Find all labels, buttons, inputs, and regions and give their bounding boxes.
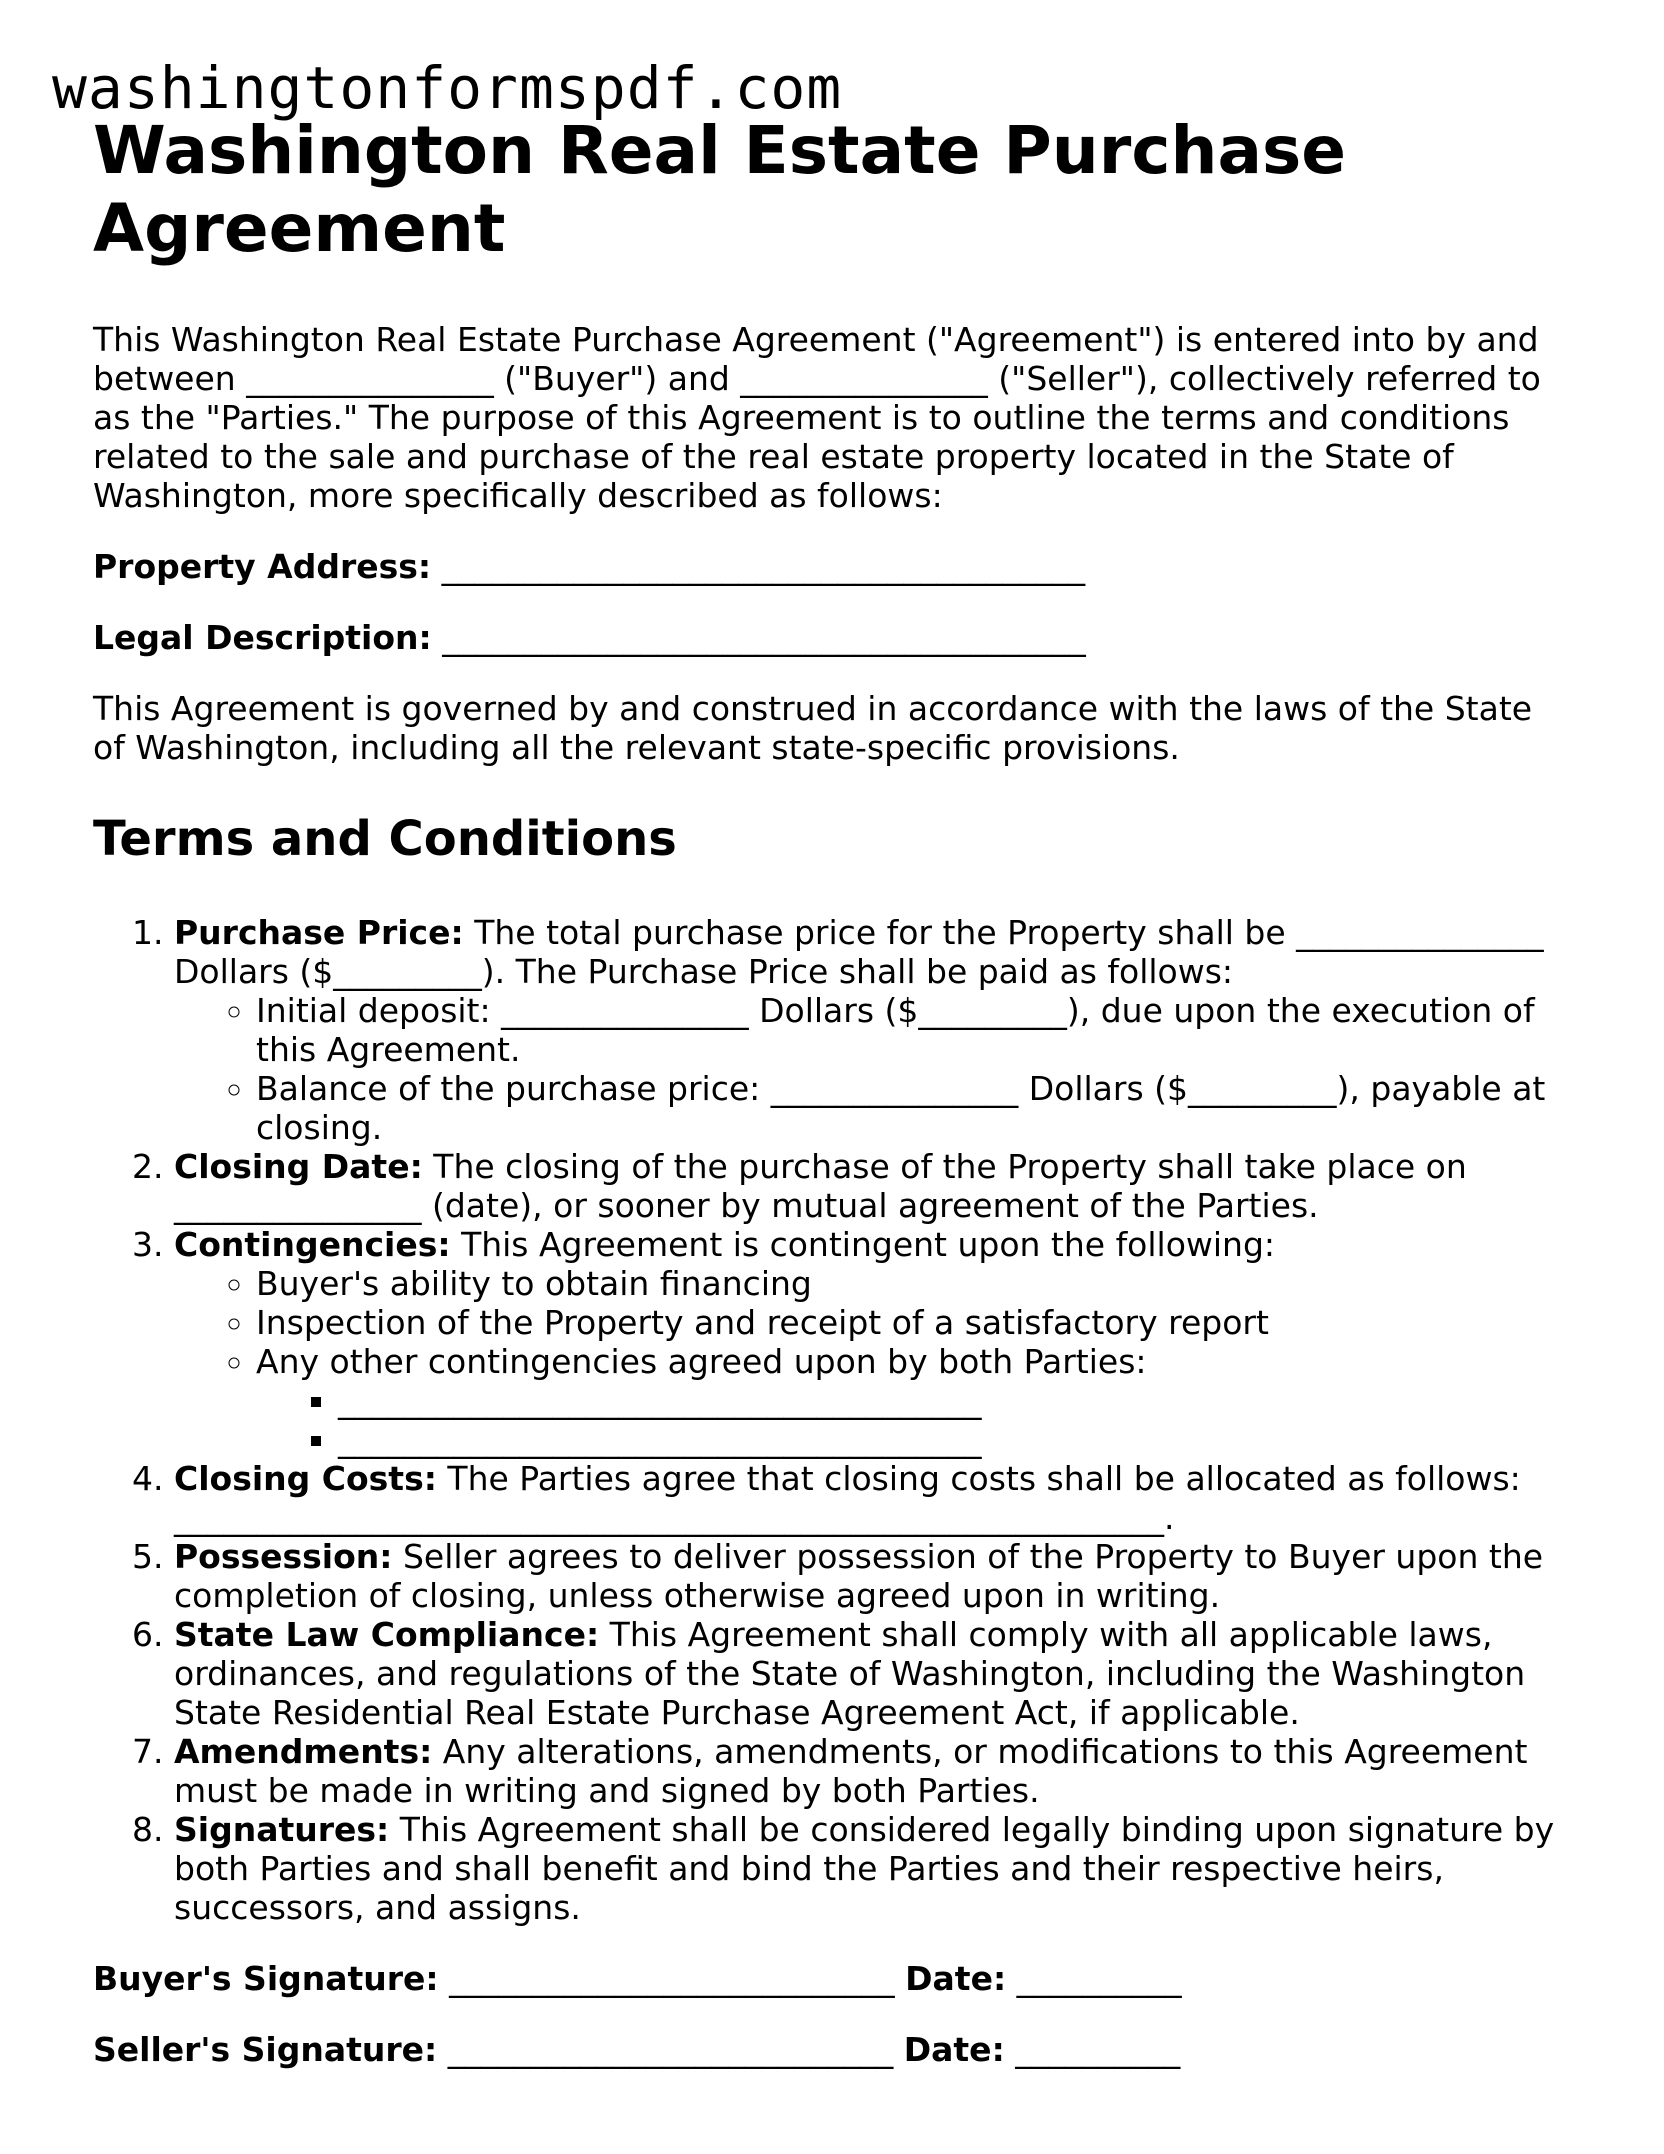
term-possession [174,1537,1573,1615]
legal-description-line [93,618,1573,657]
property-address-blank[interactable]: _______________________________________ [441,547,1086,586]
term-purchase-price [174,913,1573,1147]
seller-signature-blank[interactable]: ___________________________ [447,2030,894,2069]
term-text: This Agreement shall be considered legally binding upon signature by both Parties and shall benefit and bind the Parties and their respective heirs, successors, and assigns. [174,1810,1555,1927]
term-label: Signatures: [174,1810,390,1849]
date-label: Date: [903,2030,1005,2069]
property-address-line [93,547,1573,586]
date-label: Date: [905,1959,1007,1998]
term-closing-date [174,1147,1573,1225]
property-address-label: Property Address: [93,547,432,586]
buyer-signature-line [93,1959,1573,1998]
governing-law-paragraph: This Agreement is governed by and construed in accordance with the laws of the State of Washington, including all the relevant state-specific provisions. [93,689,1533,767]
term-state-law-compliance [174,1615,1573,1732]
watermark-text: washingtonformspdf.com [52,54,843,122]
term-text: The closing of the purchase of the Property shall take place on _______________ (date), or sooner by mutual agreement of the Parties. [174,1147,1467,1225]
term-text: Any alterations, amendments, or modifications to this Agreement must be made in writing and signed by both Parties. [174,1732,1528,1810]
intro-paragraph: This Washington Real Estate Purchase Agreement ("Agreement") is entered into by and between _______________ ("Buyer") and _______________ ("Seller"), collectively referred to as the "Parties." The purpose of this Agreement is to outline the terms and conditions related to the sale and purchase of the real estate property located in the State of Washington, more specifically described as follows: [93,320,1541,515]
term-amendments [174,1732,1573,1810]
terms-heading: Terms and Conditions [93,811,677,867]
term-label: Possession: [174,1537,393,1576]
term-label: Purchase Price: [174,913,464,952]
buyer-signature-label: Buyer's Signature: [93,1959,439,1998]
blank-line[interactable]: ▪ _______________________________________ [338,1381,1573,1420]
term-text: The Parties agree that closing costs shall be allocated as follows: ____________________________________________________________. [174,1459,1521,1537]
purchase-price-sublist [174,991,1573,1147]
list-item: ◦ Balance of the purchase price: _______________ Dollars ($_________), payable at closing. [256,1069,1573,1147]
term-signatures [174,1810,1573,1927]
list-item: ◦ Buyer's ability to obtain financing [256,1264,1573,1303]
list-item: ◦ Initial deposit: _______________ Dollars ($_________), due upon the execution of this Agreement. [256,991,1573,1069]
term-label: State Law Compliance: [174,1615,600,1654]
seller-signature-line [93,2030,1573,2069]
term-text: This Agreement shall comply with all applicable laws, ordinances, and regulations of the State of Washington, including the Washington State Residential Real Estate Purchase Agreement Act, if applicable. [174,1615,1526,1732]
term-text: Seller agrees to deliver possession of the Property to Buyer upon the completion of closing, unless otherwise agreed upon in writing. [174,1537,1544,1615]
contingencies-sublist [174,1264,1573,1459]
terms-list [93,913,1573,1927]
term-text: This Agreement is contingent upon the following: [461,1225,1276,1264]
list-item: ◦ Inspection of the Property and receipt of a satisfactory report [256,1303,1573,1342]
term-text: The total purchase price for the Property shall be _______________ Dollars ($_________). The Purchase Price shall be paid as follows: [174,913,1544,991]
term-label: Amendments: [174,1732,433,1771]
term-label: Closing Date: [174,1147,423,1186]
term-label: Closing Costs: [174,1459,437,1498]
blank-line[interactable]: ▪ _______________________________________ [338,1420,1573,1459]
term-contingencies [174,1225,1573,1459]
term-closing-costs [174,1459,1573,1537]
legal-description-label: Legal Description: [93,618,432,657]
buyer-signature-blank[interactable]: ___________________________ [449,1959,895,1998]
document-title: Washington Real Estate Purchase Agreement [93,112,1347,267]
seller-signature-label: Seller's Signature: [93,2030,438,2069]
document-page [93,112,1573,2069]
legal-description-blank[interactable]: _______________________________________ [442,618,1086,657]
buyer-date-blank[interactable]: __________ [1016,1959,1182,1998]
list-item [256,1342,1573,1459]
term-label: Contingencies: [174,1225,451,1264]
other-contingencies-blanks [256,1381,1573,1459]
seller-date-blank[interactable]: __________ [1015,2030,1181,2069]
list-item-text: Any other contingencies agreed upon by both Parties: [256,1342,1147,1381]
